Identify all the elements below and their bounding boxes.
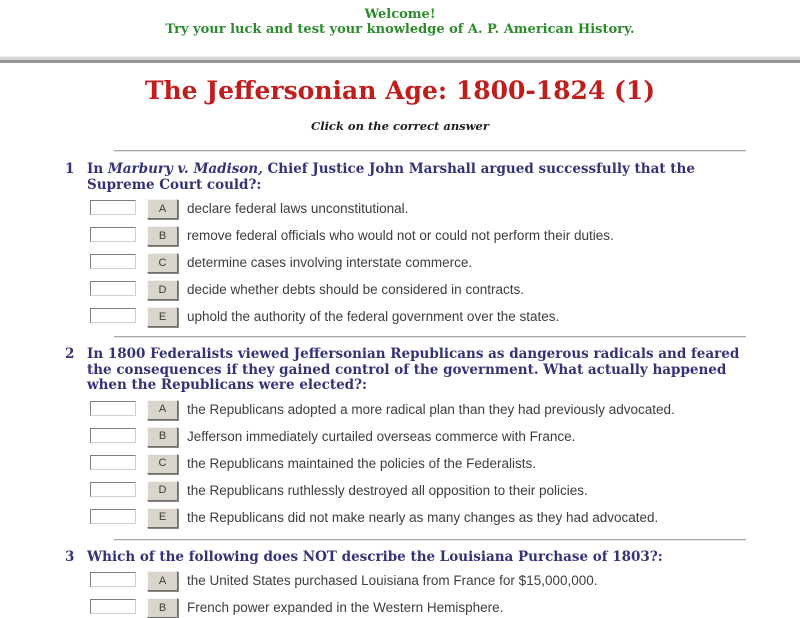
option-button-d[interactable]: D [147, 481, 178, 501]
option-row [90, 400, 800, 420]
answer-input[interactable] [90, 509, 136, 524]
option-button-a[interactable]: A [147, 571, 178, 591]
option-button-e[interactable]: E [147, 307, 178, 327]
option-button-a[interactable]: A [147, 400, 178, 420]
question-separator [114, 150, 746, 152]
welcome-line-2: Try your luck and test your knowledge of A. P. American History. [165, 22, 635, 37]
question-2-line-3: when the Republicans were elected?: [87, 377, 368, 393]
instructions-text: Click on the correct answer [311, 119, 489, 133]
question-3-number: 3 [65, 548, 75, 565]
option-button-c[interactable]: C [147, 253, 178, 273]
option-button-b[interactable]: B [147, 427, 178, 447]
question-2-number: 2 [65, 346, 75, 362]
answer-input[interactable] [90, 281, 136, 296]
question-1 [0, 162, 800, 193]
answer-input[interactable] [90, 308, 136, 323]
option-row [90, 481, 800, 501]
question-2-options [0, 400, 800, 528]
option-button-a[interactable]: A [147, 199, 178, 219]
option-row [90, 454, 800, 474]
horizontal-rule [0, 56, 800, 63]
option-row [90, 427, 800, 447]
option-text: declare federal laws unconstitutional. [187, 201, 409, 216]
question-separator [114, 336, 746, 338]
question-1-options [0, 199, 800, 327]
page-title: The Jeffersonian Age: 1800-1824 (1) [144, 76, 656, 105]
question-3-line-1: Which of the following does NOT describe the Louisiana Purchase of 1803?: [87, 548, 663, 565]
question-3 [0, 550, 800, 566]
answer-input[interactable] [90, 200, 136, 215]
question-2-line-2: the consequences if they gained control of the government. What actually happened [87, 361, 727, 378]
option-text: remove federal officials who would not or could not perform their duties. [187, 228, 614, 243]
answer-input[interactable] [90, 455, 136, 470]
answer-input[interactable] [90, 428, 136, 443]
option-row [90, 598, 800, 618]
option-text: the Republicans ruthlessly destroyed all opposition to their policies. [187, 482, 588, 498]
question-separator [114, 539, 746, 541]
option-button-e[interactable]: E [147, 508, 178, 528]
option-row [90, 307, 800, 327]
option-text: uphold the authority of the federal government over the states. [187, 309, 560, 324]
question-2-line-1: In 1800 Federalists viewed Jeffersonian Republicans as dangerous radicals and feared [87, 346, 740, 362]
option-row [90, 571, 800, 591]
option-button-b[interactable]: B [147, 598, 178, 618]
option-text: the Republicans maintained the policies of the Federalists. [187, 455, 536, 471]
question-1-number: 1 [65, 161, 75, 177]
option-button-d[interactable]: D [147, 280, 178, 300]
question-2 [0, 347, 800, 394]
option-button-c[interactable]: C [147, 454, 178, 474]
option-row [90, 280, 800, 300]
option-row [90, 508, 800, 528]
answer-input[interactable] [90, 482, 136, 497]
welcome-line-1: Welcome! [364, 7, 436, 22]
option-text: the United States purchased Louisiana from France for $15,000,000. [187, 573, 598, 588]
option-row [90, 253, 800, 273]
question-3-options [0, 571, 800, 618]
answer-input[interactable] [90, 227, 136, 242]
answer-input[interactable] [90, 599, 136, 614]
answer-input[interactable] [90, 254, 136, 269]
option-row [90, 226, 800, 246]
question-1-line-1: In Marbury v. Madison, Chief Justice John Marshall argued successfully that the [87, 161, 695, 177]
option-text: Jefferson immediately curtailed overseas commerce with France. [187, 428, 576, 444]
option-text: determine cases involving interstate commerce. [187, 255, 473, 270]
question-1-line-2: Supreme Court could?: [87, 176, 262, 193]
option-text: the Republicans adopted a more radical plan than they had previously advocated. [187, 401, 675, 417]
option-text: the Republicans did not make nearly as many changes as they had advocated. [187, 509, 659, 525]
answer-input[interactable] [90, 572, 136, 587]
option-button-b[interactable]: B [147, 226, 178, 246]
welcome-header [0, 0, 800, 37]
option-text: French power expanded in the Western Hemisphere. [187, 600, 504, 615]
answer-input[interactable] [90, 401, 136, 416]
option-row [90, 199, 800, 219]
option-text: decide whether debts should be considered in contracts. [187, 282, 524, 297]
